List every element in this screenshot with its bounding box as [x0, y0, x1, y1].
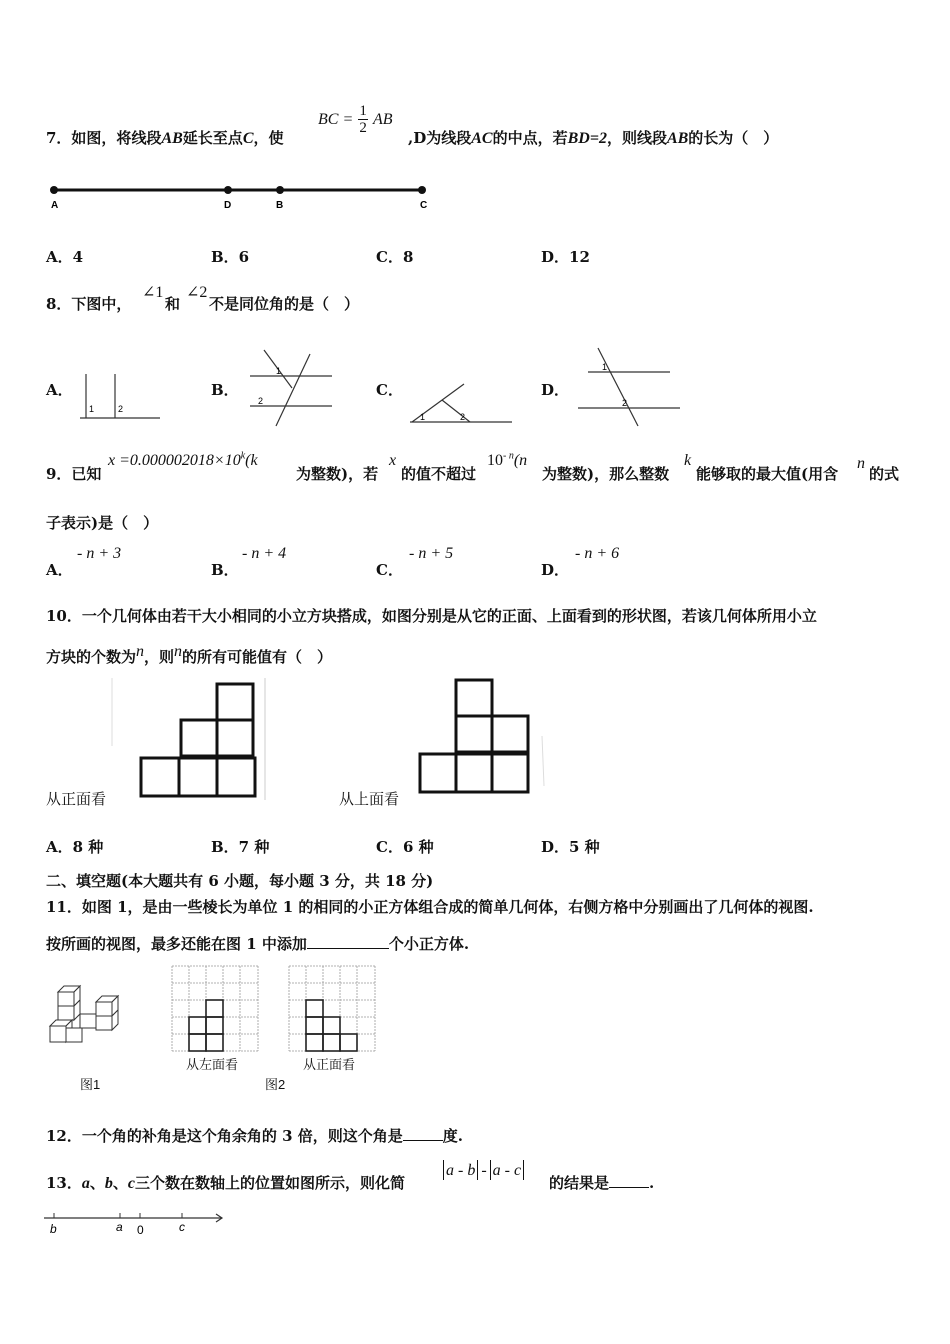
q11-left-view-caption: 从左面看 — [186, 1057, 239, 1072]
svg-text:2: 2 — [118, 404, 124, 414]
q11-figure1-caption: 图1 — [80, 1077, 101, 1092]
section-title: 二、填空题(本大题共有 6 小题，每小题 3 分，共 18 分) — [46, 872, 434, 890]
svg-text:2: 2 — [258, 396, 264, 406]
axis-label-b: b — [50, 1222, 57, 1236]
q9-stem-d: 为整数)，那么整数 — [542, 465, 670, 483]
cube-face — [217, 758, 255, 796]
q11-front-view-caption: 从正面看 — [303, 1057, 356, 1072]
q9-option-c[interactable]: C． — [376, 561, 403, 579]
point-a-label: A — [51, 200, 59, 211]
cube-face — [217, 684, 253, 720]
fraction-one-half: $\frac{1}{2}$ — [359, 103, 367, 136]
q10-top-view — [404, 676, 554, 804]
svg-text:1: 1 — [276, 366, 282, 376]
point-b-label: B — [276, 200, 284, 211]
point-b-dot — [276, 186, 284, 194]
q8-stem: 8．下图中， — [46, 295, 132, 313]
q8-stem-tail: 不是同位角的是（ ） — [209, 295, 360, 313]
cube-face — [492, 754, 528, 792]
q10-option-a[interactable]: A．8 种 — [46, 838, 104, 856]
svg-text:2: 2 — [622, 398, 628, 408]
q13-answer-blank[interactable] — [609, 1173, 649, 1188]
q13-stem-tail: 的结果是 . — [549, 1174, 655, 1192]
q9-option-a[interactable]: A． — [46, 561, 73, 579]
q9-option-d-expr: - n + 6 — [575, 545, 620, 562]
svg-text:2: 2 — [460, 412, 466, 422]
cube-face — [456, 680, 492, 716]
cube-face — [217, 720, 253, 756]
axis-label-a: a — [116, 1220, 123, 1234]
cube-face — [456, 754, 492, 792]
cube-face — [181, 720, 217, 756]
q8-figure-d — [574, 346, 684, 430]
q10-front-view — [110, 676, 270, 804]
q8-option-c[interactable]: C． — [376, 381, 403, 399]
q13-abs-expression: a - b - a - c — [443, 1160, 524, 1180]
cube-face — [420, 754, 456, 792]
q11-stem-line1: 11．如图 1，是由一些棱长为单位 1 的相同的小正方体组合成的简单几何体，右侧方格中分别画出了几何体的视图. — [46, 898, 814, 916]
q12-answer-blank[interactable] — [403, 1126, 443, 1141]
q10-stem-line1: 10．一个几何体由若干大小相同的小立方块搭成，如图分别是从它的正面、上面看到的形状图，若该几何体所用小立 — [46, 607, 817, 625]
q11-figure1-solid — [44, 980, 134, 1050]
q9-stem-a: 9．已知 — [46, 465, 102, 483]
q7-option-a[interactable]: A．4 — [46, 248, 84, 266]
q9-formula: $x =0.000002018\times 10^k(k$ — [108, 450, 258, 469]
point-d-dot — [224, 186, 232, 194]
svg-text:1: 1 — [602, 362, 608, 372]
q8-option-a[interactable]: A． — [46, 381, 73, 399]
point-c-label: C — [420, 200, 428, 211]
point-a-dot — [50, 186, 58, 194]
q9-option-a-expr: - n + 3 — [77, 545, 122, 562]
q8-figure-b — [244, 348, 336, 430]
svg-text:1: 1 — [89, 404, 95, 414]
q9-option-b[interactable]: B． — [211, 561, 239, 579]
q7-formula: BC = $\frac{1}{2}$ AB — [318, 103, 393, 136]
q7-option-b[interactable]: B．6 — [211, 248, 250, 266]
q10-stem-line2: 方块的个数为$^n$，则$^n$的所有可能值有（ ） — [46, 643, 333, 666]
svg-text:1: 1 — [420, 412, 426, 422]
q9-var-k: k — [684, 452, 692, 469]
q9-option-c-expr: - n + 5 — [409, 545, 454, 562]
q10-top-caption: 从上面看 — [339, 790, 400, 808]
q9-power: $10^{- n}(n$ — [487, 450, 528, 469]
q10-option-d[interactable]: D．5 种 — [541, 838, 600, 856]
q8-figure-c — [406, 380, 516, 426]
q11-front-view-grid — [287, 964, 377, 1054]
q11-figure2-caption: 图2 — [265, 1077, 286, 1092]
q9-stem-c: 的值不超过 — [401, 465, 477, 483]
q7-option-d[interactable]: D．12 — [541, 248, 590, 266]
q7-option-c[interactable]: C．8 — [376, 248, 414, 266]
cube-face — [456, 716, 492, 752]
cube-face — [141, 758, 179, 796]
q8-figure-a — [78, 372, 164, 422]
q10-option-c[interactable]: C．6 种 — [376, 838, 434, 856]
q9-var-n: n — [857, 455, 865, 472]
q11-left-view-grid — [170, 964, 260, 1054]
q7-stem-tail: ,D为线段AC的中点，若BD=2，则线段AB的长为（ ） — [408, 129, 779, 147]
q9-option-d[interactable]: D． — [541, 561, 570, 579]
q9-var-x: x — [389, 452, 397, 469]
q11-stem-line2: 按所画的视图，最多还能在图 1 中添加 个小正方体. — [46, 935, 470, 953]
q13-number-line — [40, 1206, 230, 1238]
q10-option-b[interactable]: B．7 种 — [211, 838, 270, 856]
q9-stem-e: 能够取的最大值(用含 — [696, 465, 839, 483]
cube-face — [179, 758, 217, 796]
q12-stem: 12．一个角的补角是这个角余角的 3 倍，则这个角是 度. — [46, 1127, 463, 1145]
q7-stem: 7．如图，将线段AB延长至点C，使 — [46, 129, 284, 147]
q8-angle1: ∠1 — [142, 284, 164, 301]
q9-stem-line2: 子表示)是（ ） — [46, 514, 159, 532]
cube-face — [492, 716, 528, 752]
q13-stem: 13．a、b、c三个数在数轴上的位置如图所示，则化简 — [46, 1174, 406, 1192]
q9-stem-f: 的式 — [869, 465, 900, 483]
q8-angle2: ∠2 — [186, 284, 208, 301]
q8-option-d[interactable]: D． — [541, 381, 570, 399]
q8-and: 和 — [165, 295, 181, 313]
axis-label-zero: 0 — [137, 1223, 144, 1237]
q9-stem-b: 为整数)，若 — [296, 465, 379, 483]
q11-answer-blank[interactable] — [307, 934, 389, 949]
q10-front-caption: 从正面看 — [46, 790, 107, 808]
q8-option-b[interactable]: B． — [211, 381, 239, 399]
point-c-dot — [418, 186, 426, 194]
q7-segment-figure — [44, 180, 444, 214]
axis-label-c: c — [179, 1220, 185, 1234]
point-d-label: D — [224, 200, 232, 211]
q9-option-b-expr: - n + 4 — [242, 545, 287, 562]
